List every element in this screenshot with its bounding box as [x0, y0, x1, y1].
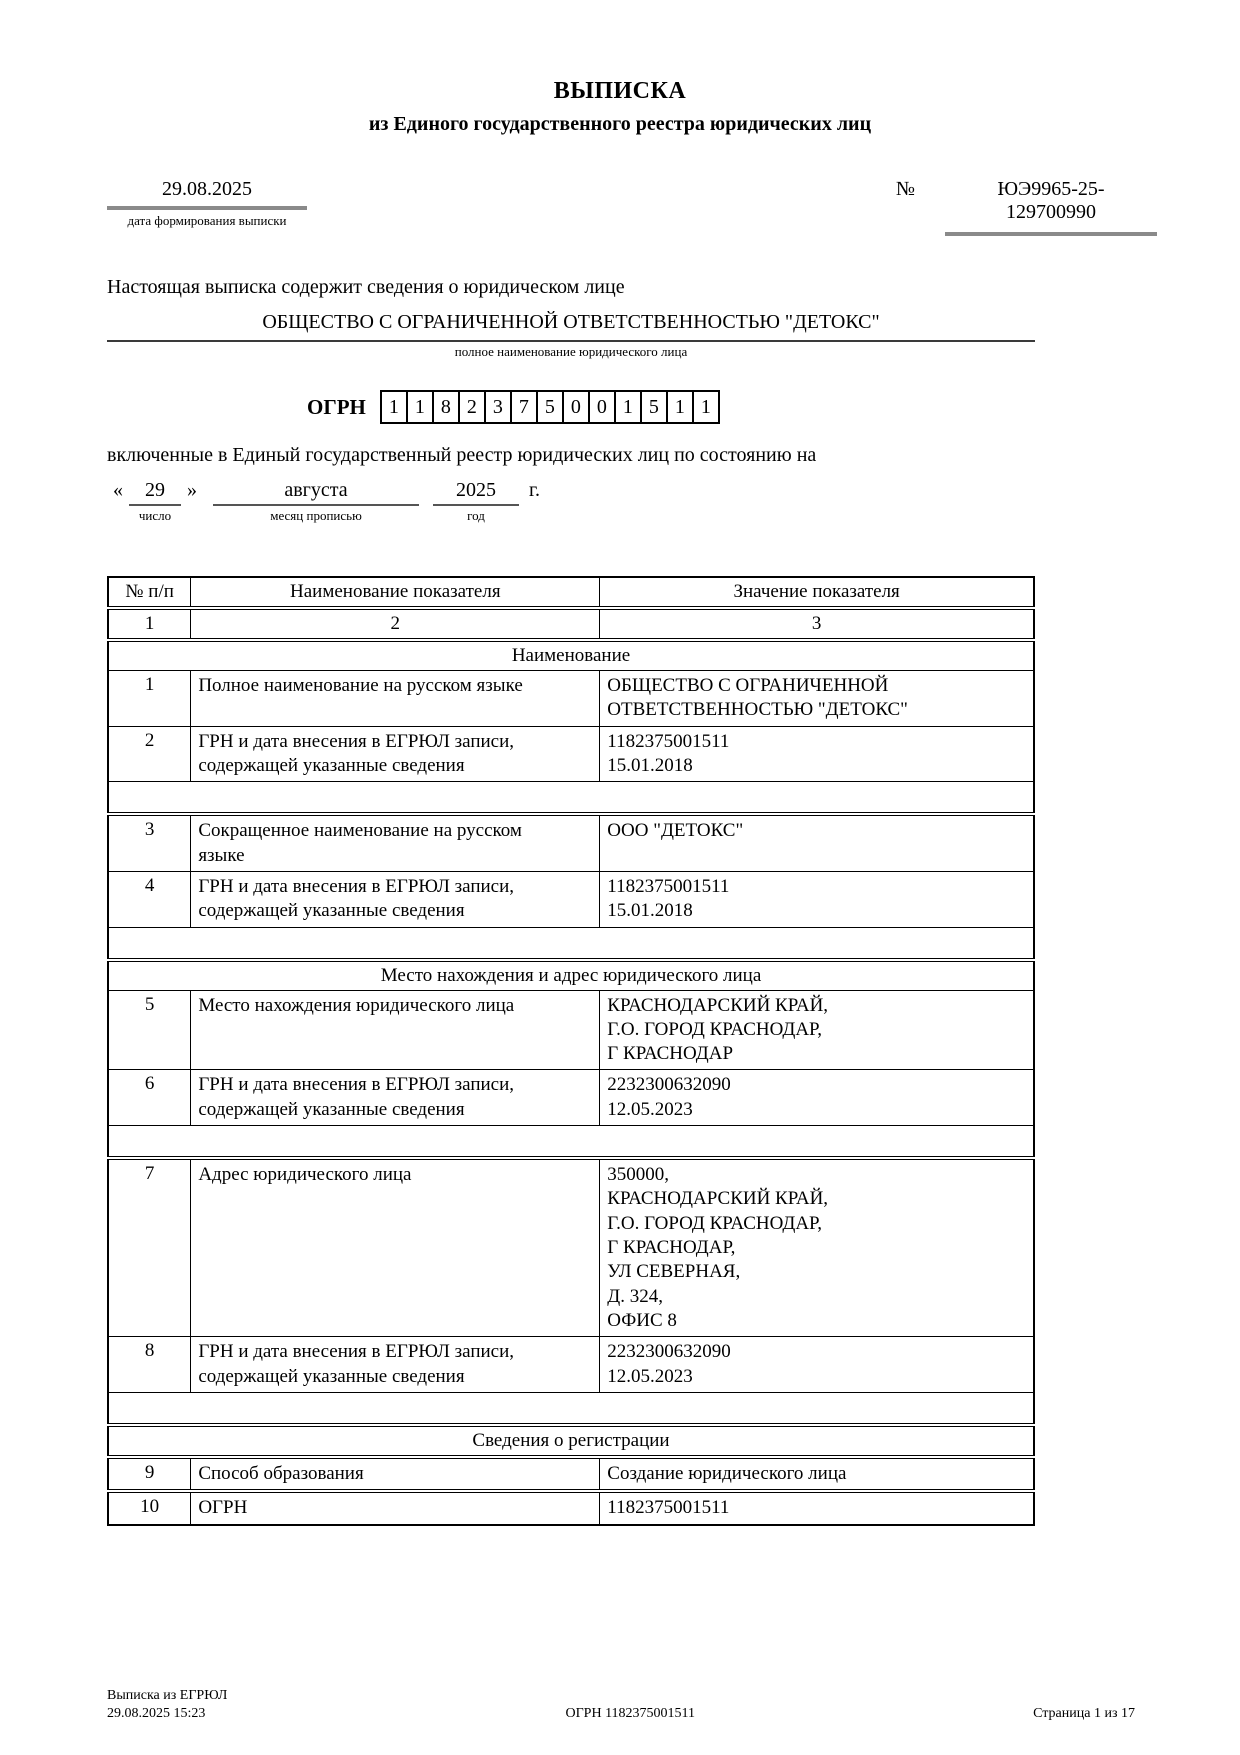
- indicator-value-cell: 350000, КРАСНОДАРСКИЙ КРАЙ, Г.О. ГОРОД КРАСНОДАР, Г КРАСНОДАР, УЛ СЕВЕРНАЯ, Д. 324, ОФИС 8: [600, 1158, 1034, 1337]
- formation-date-underline: [107, 206, 307, 210]
- month-value: августа: [213, 479, 419, 506]
- day-value: 29: [129, 479, 181, 506]
- table-row: [108, 1457, 1034, 1491]
- month-blank: [213, 479, 419, 524]
- ogrn-digit: 1: [380, 390, 408, 424]
- table-row: [108, 1158, 1034, 1337]
- section-row: [108, 640, 1034, 671]
- as-of-date-row: [107, 479, 1035, 524]
- ogrn-digit: 8: [432, 390, 460, 424]
- document-number-line2: 129700990: [1006, 201, 1096, 223]
- footer-datetime: 29.08.2025 15:23: [107, 1705, 206, 1721]
- empty-row: [108, 927, 1034, 960]
- indicator-name-cell: Адрес юридического лица: [191, 1158, 600, 1337]
- row-number-cell: 5: [108, 990, 191, 1070]
- formation-date-block: [107, 178, 307, 229]
- row-number-cell: 9: [108, 1457, 191, 1491]
- ogrn-digit: 1: [406, 390, 434, 424]
- empty-cell: [108, 1392, 1034, 1425]
- footer-left: [107, 1687, 227, 1723]
- document-number: [945, 178, 1157, 236]
- empty-cell: [108, 1126, 1034, 1159]
- indicator-value-cell: ОБЩЕСТВО С ОГРАНИЧЕННОЙ ОТВЕТСТВЕННОСТЬЮ "ДЕТОКС": [600, 671, 1034, 727]
- table-row: [108, 1491, 1034, 1524]
- footer-doc-type: Выписка из ЕГРЮЛ: [107, 1687, 228, 1703]
- indicator-name-cell: Полное наименование на русском языке: [191, 671, 600, 727]
- day-blank: [129, 479, 181, 524]
- column-number-3: 3: [600, 608, 1034, 640]
- document-title: ВЫПИСКА: [553, 78, 687, 104]
- indicator-name-cell: ГРН и дата внесения в ЕГРЮЛ записи, содержащей указанные сведения: [191, 726, 600, 782]
- empty-row: [108, 1392, 1034, 1425]
- col-header-number: № п/п: [108, 577, 191, 608]
- table-row: [108, 1070, 1034, 1126]
- row-number-cell: 2: [108, 726, 191, 782]
- ogrn-digit: 0: [562, 390, 590, 424]
- empty-cell: [108, 927, 1034, 960]
- day-caption: число: [138, 508, 172, 523]
- company-name-caption: полное наименование юридического лица: [454, 344, 688, 359]
- quote-open: «: [113, 479, 123, 501]
- quote-close: »: [187, 479, 197, 501]
- table-row: [108, 990, 1034, 1070]
- ogrn-boxes: [380, 390, 720, 424]
- formation-date: 29.08.2025: [162, 178, 252, 200]
- year-blank: [433, 479, 519, 524]
- year-value: 2025: [433, 479, 519, 506]
- indicator-value-cell: 2232300632090 12.05.2023: [600, 1070, 1034, 1126]
- page-footer: [107, 1687, 1135, 1723]
- row-number-cell: 4: [108, 871, 191, 927]
- footer-ogrn: ОГРН 1182375001511: [565, 1705, 696, 1721]
- empty-row: [108, 782, 1034, 815]
- indicators-table-wrap: [107, 576, 1035, 1526]
- ogrn-digit: 5: [536, 390, 564, 424]
- table-header-row: [108, 577, 1034, 608]
- section-row: [108, 960, 1034, 991]
- indicator-value-cell: Создание юридического лица: [600, 1457, 1034, 1491]
- indicator-value-cell: 1182375001511 15.01.2018: [600, 871, 1034, 927]
- indicators-table: [107, 576, 1035, 1526]
- table-row: [108, 671, 1034, 727]
- document-number-block: [896, 178, 1157, 236]
- company-name: ОБЩЕСТВО С ОГРАНИЧЕННОЙ ОТВЕТСТВЕННОСТЬЮ "ДЕТОКС": [107, 311, 1035, 342]
- year-caption: год: [467, 508, 485, 523]
- year-suffix: г.: [529, 479, 540, 501]
- number-sign: №: [895, 178, 915, 200]
- indicator-value-cell: ООО "ДЕТОКС": [600, 814, 1034, 871]
- indicator-name-cell: ОГРН: [191, 1491, 600, 1524]
- table-row: [108, 726, 1034, 782]
- indicator-value-cell: 2232300632090 12.05.2023: [600, 1337, 1034, 1393]
- ogrn-digit: 2: [458, 390, 486, 424]
- section-row: [108, 1425, 1034, 1457]
- col-header-indicator-value: Значение показателя: [600, 577, 1034, 608]
- section-title: Место нахождения и адрес юридического лица: [108, 960, 1034, 991]
- ogrn-label: ОГРН: [307, 394, 366, 419]
- row-number-cell: 8: [108, 1337, 191, 1393]
- empty-cell: [108, 782, 1034, 815]
- row-number-cell: 7: [108, 1158, 191, 1337]
- document-subtitle: из Единого государственного реестра юридических лиц: [368, 113, 872, 135]
- column-numbers-row: [108, 608, 1034, 640]
- indicator-name-cell: Способ образования: [191, 1457, 600, 1491]
- footer-page-number: Страница 1 из 17: [1033, 1705, 1135, 1721]
- company-block: [107, 311, 1035, 360]
- table-body: [108, 640, 1034, 1525]
- month-caption: месяц прописью: [270, 508, 362, 523]
- indicator-name-cell: ГРН и дата внесения в ЕГРЮЛ записи, содержащей указанные сведения: [191, 1337, 600, 1393]
- ogrn-digit: 1: [666, 390, 694, 424]
- indicator-value-cell: КРАСНОДАРСКИЙ КРАЙ, Г.О. ГОРОД КРАСНОДАР, Г КРАСНОДАР: [600, 990, 1034, 1070]
- intro-line: Настоящая выписка содержит сведения о юридическом лице: [107, 276, 625, 298]
- ogrn-digit: 0: [588, 390, 616, 424]
- ogrn-row: [307, 390, 1035, 424]
- table-row: [108, 871, 1034, 927]
- indicator-name-cell: ГРН и дата внесения в ЕГРЮЛ записи, содержащей указанные сведения: [191, 1070, 600, 1126]
- formation-date-caption: дата формирования выписки: [127, 213, 287, 228]
- row-number-cell: 10: [108, 1491, 191, 1524]
- indicator-value-cell: 1182375001511 15.01.2018: [600, 726, 1034, 782]
- ogrn-digit: 1: [614, 390, 642, 424]
- document-number-line1: ЮЭ9965-25-: [997, 178, 1105, 200]
- section-title: Наименование: [108, 640, 1034, 671]
- col-header-indicator-name: Наименование показателя: [191, 577, 600, 608]
- ogrn-digit: 5: [640, 390, 668, 424]
- column-number-2: 2: [191, 608, 600, 640]
- indicator-name-cell: Место нахождения юридического лица: [191, 990, 600, 1070]
- header-meta-row: [107, 178, 1157, 236]
- table-row: [108, 814, 1034, 871]
- row-number-cell: 3: [108, 814, 191, 871]
- ogrn-digit: 1: [692, 390, 720, 424]
- ogrn-digit: 7: [510, 390, 538, 424]
- empty-row: [108, 1126, 1034, 1159]
- main-column: [107, 276, 1035, 1526]
- table-row: [108, 1337, 1034, 1393]
- section-title: Сведения о регистрации: [108, 1425, 1034, 1457]
- indicator-name-cell: Сокращенное наименование на русском языке: [191, 814, 600, 871]
- column-number-1: 1: [108, 608, 191, 640]
- row-number-cell: 1: [108, 671, 191, 727]
- indicator-name-cell: ГРН и дата внесения в ЕГРЮЛ записи, содержащей указанные сведения: [191, 871, 600, 927]
- row-number-cell: 6: [108, 1070, 191, 1126]
- indicator-value-cell: 1182375001511: [600, 1491, 1034, 1524]
- ogrn-digit: 3: [484, 390, 512, 424]
- included-line: включенные в Единый государственный реестр юридических лиц по состоянию на: [107, 444, 817, 466]
